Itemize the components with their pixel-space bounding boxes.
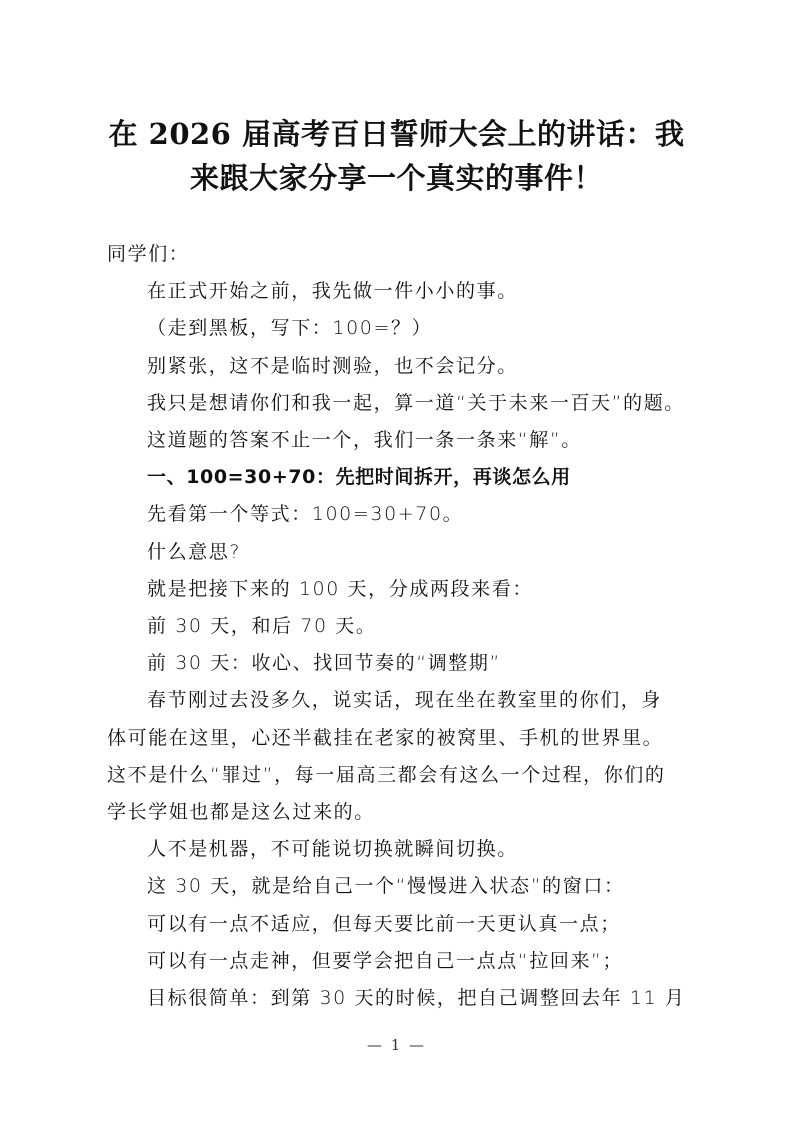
- paragraph-line: 先看第一个等式：100=30+70。: [147, 503, 464, 526]
- title-line-2: 来跟大家分享一个真实的事件！: [189, 161, 603, 195]
- paragraph-line: 这 30 天，就是给自己一个“慢慢进入状态”的窗口：: [147, 875, 625, 898]
- paragraph-line: 这道题的答案不止一个，我们一条一条来“解”。: [147, 429, 582, 452]
- paragraph-line: 学长学姐也都是这么过来的。: [107, 801, 375, 824]
- page-number: — 1 —: [366, 1036, 427, 1054]
- paragraph-line: 春节刚过去没多久，说实话，现在坐在教室里的你们，身: [147, 689, 663, 712]
- paragraph-line: 目标很简单：到第 30 天的时候，把自己调整回去年 11 月: [147, 987, 686, 1010]
- paragraph-line: 什么意思?: [147, 540, 242, 563]
- paragraph-line: 前 30 天：收心、找回节奏的“调整期”: [147, 652, 501, 675]
- paragraph-line: （走到黑板，写下：100=？）: [147, 317, 433, 340]
- paragraph-line: 我只是想请你们和我一起，算一道“关于未来一百天”的题。: [147, 391, 685, 414]
- salutation: 同学们：: [107, 243, 190, 265]
- document-body: [107, 236, 689, 1017]
- paragraph-line: 就是把接下来的 100 天，分成两段来看：: [147, 577, 533, 600]
- paragraph-line: 可以有一点不适应，但每天要比前一天更认真一点；: [147, 912, 621, 935]
- paragraph-line: 前 30 天，和后 70 天。: [147, 615, 377, 638]
- paragraph-line: 可以有一点走神，但要学会把自己一点点“拉回来”；: [147, 949, 624, 972]
- paragraph-line: 在正式开始之前，我先做一件小小的事。: [147, 280, 518, 303]
- document-title: [100, 112, 693, 200]
- paragraph-line: 体可能在这里，心还半截挂在老家的被窝里、手机的世界里。: [107, 726, 664, 749]
- paragraph-line: 人不是机器，不可能说切换就瞬间切换。: [147, 838, 518, 861]
- paragraph-line: 别紧张，这不是临时测验，也不会记分。: [147, 354, 518, 377]
- title-line-1: 在 2026 届高考百日誓师大会上的讲话：我: [108, 117, 685, 151]
- section-heading: 一、100=30+70：先把时间拆开，再谈怎么用: [147, 466, 571, 489]
- paragraph-line: 这不是什么“罪过”，每一届高三都会有这么一个过程，你们的: [107, 763, 666, 786]
